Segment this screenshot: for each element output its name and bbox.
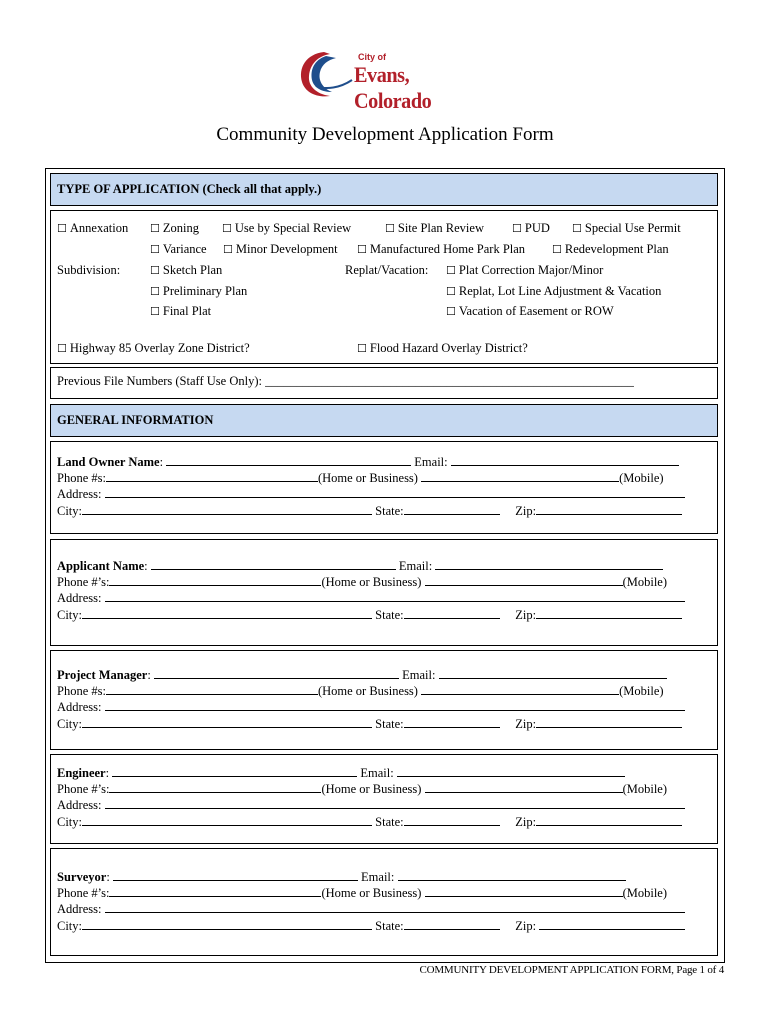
contact-box [50,848,718,956]
checkbox-minor-development[interactable]: ☐ Minor Development [223,242,338,256]
email-label: Email: [360,766,394,780]
contact-box [50,754,718,844]
contact-name-row: Engineer: Email: [57,765,711,781]
zip-input[interactable] [536,716,682,728]
name-input[interactable] [112,765,357,777]
checkbox-variance[interactable]: ☐ Variance [150,242,207,256]
zip-label: Zip: [515,608,537,622]
email-input[interactable] [398,869,626,881]
phone-label: Phone #’s: [57,782,110,796]
logo-swoosh-icon [296,46,356,100]
state-input[interactable] [404,607,500,619]
phone-label: Phone #s: [57,684,106,698]
city-label: City: [57,815,83,829]
contact-name-row: Applicant Name: Email: [57,558,711,574]
checkbox-preliminary-plan[interactable]: ☐ Preliminary Plan [150,284,248,298]
contact-address-row [57,797,711,813]
address-input[interactable] [105,797,685,809]
contact-box [50,539,718,646]
city-input[interactable] [82,716,372,728]
subdivision-label: Subdivision: [57,263,121,277]
contact-phone-row [57,885,711,901]
contact-name-row: Land Owner Name: Email: [57,454,711,470]
address-input[interactable] [105,590,685,602]
email-label: Email: [402,668,436,682]
city-input[interactable] [82,814,372,826]
city-logo [296,46,476,113]
address-label: Address: [57,591,102,605]
contact-phone-row [57,781,711,797]
state-label: State: [375,504,404,518]
checkbox-zoning[interactable]: ☐ Zoning [150,221,199,235]
phone-home-input[interactable] [109,885,321,897]
city-label: City: [57,717,83,731]
city-label: City: [57,504,83,518]
home-business-label: (Home or Business) [321,782,422,796]
checkbox-replat-lot-line[interactable]: ☐ Replat, Lot Line Adjustment & Vacation [446,284,662,298]
city-input[interactable] [82,918,372,930]
application-type-box [50,210,718,364]
general-header-text: GENERAL INFORMATION [57,413,214,427]
phone-label: Phone #s: [57,471,106,485]
logo-name: Evans, Colorado [354,62,432,113]
phone-home-input[interactable] [109,781,321,793]
email-input[interactable] [451,454,679,466]
email-label: Email: [398,559,433,573]
address-label: Address: [57,700,102,714]
contact-label: Project Manager [57,668,148,682]
mobile-label: (Mobile) [622,575,667,589]
contact-label: Land Owner Name [57,455,160,469]
address-label: Address: [57,487,102,501]
state-input[interactable] [404,814,500,826]
address-input[interactable] [105,699,685,711]
checkbox-plat-correction[interactable]: ☐ Plat Correction Major/Minor [446,263,604,277]
contact-address-row [57,486,711,502]
state-input[interactable] [404,716,500,728]
contact-city-row [57,918,711,934]
checkbox-flood-hazard[interactable]: ☐ Flood Hazard Overlay District? [357,341,528,355]
home-business-label: (Home or Business) [317,471,418,485]
email-label: Email: [361,870,395,884]
zip-label: Zip: [515,919,540,933]
phone-mobile-input[interactable] [425,781,623,793]
checkbox-sketch-plan[interactable]: ☐ Sketch Plan [150,263,223,277]
contact-name-row: Surveyor: Email: [57,869,711,885]
replat-label: Replat/Vacation: [345,263,429,277]
email-input[interactable] [397,765,625,777]
checkbox-redevelopment[interactable]: ☐ Redevelopment Plan [552,242,669,256]
name-input[interactable] [166,454,411,466]
contact-name-row: Project Manager: Email: [57,667,711,683]
checkbox-vacation-easement[interactable]: ☐ Vacation of Easement or ROW [446,304,614,318]
state-label: State: [375,608,404,622]
checkbox-highway-85[interactable]: ☐ Highway 85 Overlay Zone District? [57,341,250,355]
state-label: State: [375,919,404,933]
mobile-label: (Mobile) [622,886,667,900]
phone-label: Phone #’s: [57,575,110,589]
page-title: Community Development Application Form [216,124,554,145]
address-input[interactable] [105,486,685,498]
contact-box [50,650,718,750]
general-information-header [50,404,718,437]
email-label: Email: [414,455,448,469]
contact-address-row [57,901,711,917]
type-header-text: TYPE OF APPLICATION (Check all that apply.) [57,182,322,196]
zip-label: Zip: [515,504,537,518]
home-business-label: (Home or Business) [321,886,422,900]
phone-mobile-input[interactable] [421,683,619,695]
contact-city-row [57,814,711,830]
contact-phone-row [57,574,711,590]
checkbox-pud[interactable]: ☐ PUD [512,221,550,235]
mobile-label: (Mobile) [619,471,664,485]
contact-city-row [57,716,711,732]
contact-label: Applicant Name [57,559,145,573]
name-input[interactable] [151,558,396,570]
contact-address-row [57,590,711,606]
state-label: State: [375,815,404,829]
contact-address-row [57,699,711,715]
previous-file-numbers-field[interactable]: Previous File Numbers (Staff Use Only): ___________________________________________________________ [57,374,634,388]
phone-mobile-input[interactable] [425,885,623,897]
city-input[interactable] [82,607,372,619]
state-input[interactable] [404,918,500,930]
checkbox-special-use[interactable]: ☐ Special Use Permit [572,221,681,235]
checkbox-manufactured-home[interactable]: ☐ Manufactured Home Park Plan [357,242,526,256]
zip-label: Zip: [515,815,537,829]
email-input[interactable] [439,667,667,679]
zip-input[interactable] [536,814,682,826]
checkbox-site-plan[interactable]: ☐ Site Plan Review [385,221,484,235]
name-input[interactable] [113,869,358,881]
contact-city-row [57,607,711,623]
phone-home-input[interactable] [109,574,321,586]
logo-city-of: City of [358,52,386,62]
city-input[interactable] [82,503,372,515]
phone-home-input[interactable] [106,470,318,482]
page-footer: COMMUNITY DEVELOPMENT APPLICATION FORM, Page 1 of 4 [419,964,724,976]
phone-mobile-input[interactable] [425,574,623,586]
zip-input[interactable] [539,918,685,930]
previous-file-box [50,367,718,399]
address-input[interactable] [105,901,685,913]
contact-phone-row [57,683,711,699]
phone-home-input[interactable] [106,683,318,695]
state-input[interactable] [404,503,500,515]
zip-label: Zip: [515,717,537,731]
checkbox-final-plat[interactable]: ☐ Final Plat [150,304,212,318]
contact-label: Engineer [57,766,106,780]
zip-input[interactable] [536,503,682,515]
email-input[interactable] [435,558,663,570]
contact-phone-row [57,470,711,486]
checkbox-annexation[interactable]: ☐ Annexation [57,221,129,235]
contact-box [50,441,718,534]
home-business-label: (Home or Business) [317,684,418,698]
home-business-label: (Home or Business) [321,575,422,589]
city-label: City: [57,608,83,622]
contact-city-row [57,503,711,519]
zip-input[interactable] [536,607,682,619]
state-label: State: [375,717,404,731]
mobile-label: (Mobile) [622,782,667,796]
address-label: Address: [57,902,102,916]
address-label: Address: [57,798,102,812]
contact-label: Surveyor [57,870,107,884]
checkbox-special-review[interactable]: ☐ Use by Special Review [222,221,352,235]
city-label: City: [57,919,83,933]
phone-label: Phone #’s: [57,886,110,900]
mobile-label: (Mobile) [619,684,664,698]
phone-mobile-input[interactable] [421,470,619,482]
name-input[interactable] [154,667,399,679]
type-of-application-header [50,173,718,206]
